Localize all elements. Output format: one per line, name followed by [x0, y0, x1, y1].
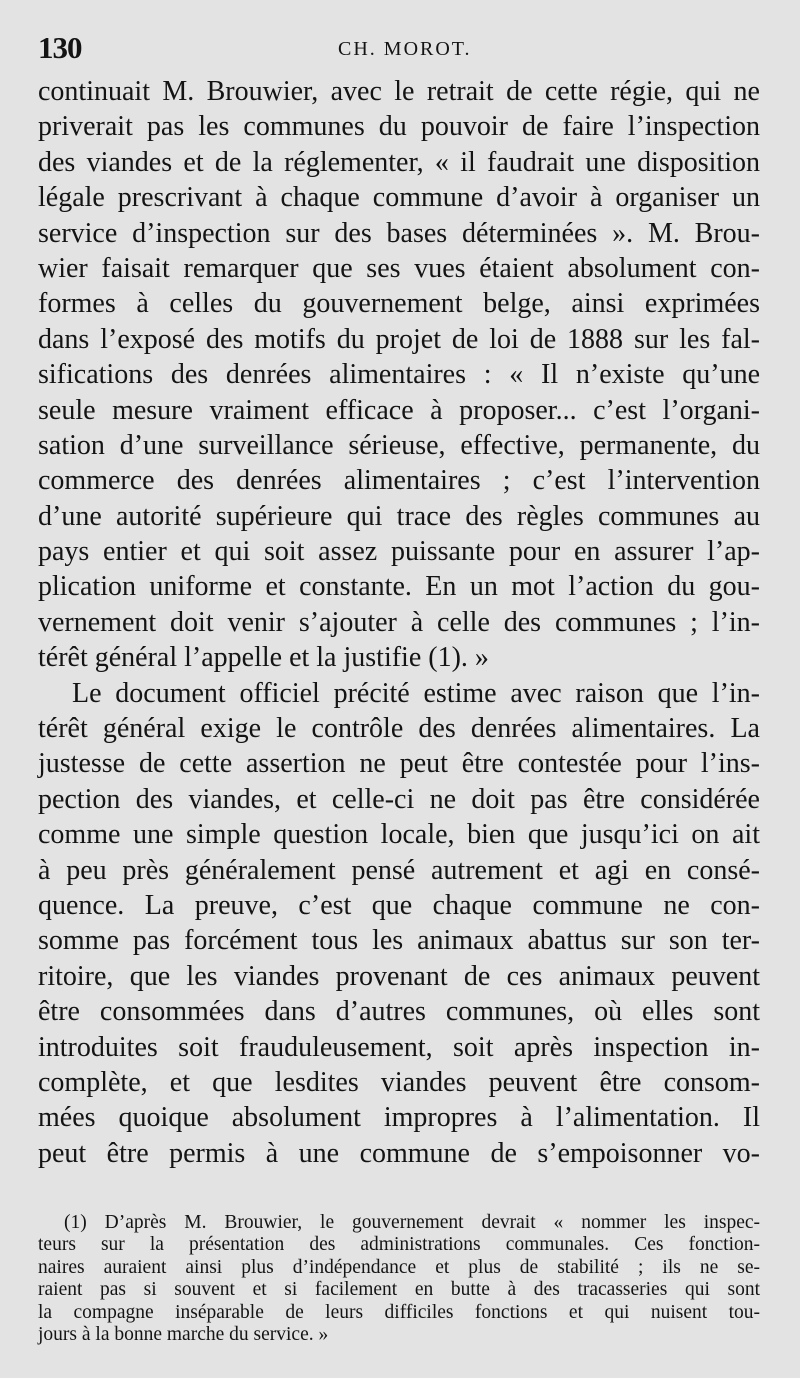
footnote-line: (1) D’après M. Brouwier, le gouvernement devrait « nommer les inspec- [64, 1212, 760, 1233]
footnote-line: naires auraient ainsi plus d’indépendance et plus de stabilité ; ils ne se- [38, 1256, 760, 1278]
text-line: complète, et que lesdites viandes peuvent être consom- [38, 1066, 760, 1098]
text-line: mées quoique absolument impropres à l’alimentation. Il [38, 1102, 760, 1134]
text-line: légale prescrivant à chaque commune d’avoir à organiser un [38, 182, 760, 214]
text-line: térêt général exige le contrôle des denrées alimentaires. La [38, 713, 760, 745]
footnote-line: teurs sur la présentation des administrations communales. Ces fonction- [38, 1234, 760, 1256]
body-text [38, 74, 760, 1171]
text-line: ritoire, que les viandes provenant de ces animaux peuvent [38, 960, 760, 992]
text-line: pection des viandes, et celle-ci ne doit pas être considérée [38, 783, 760, 815]
text-line: continuait M. Brouwier, avec le retrait de cette régie, qui ne [38, 76, 760, 107]
text-line: justesse de cette assertion ne peut être contestée pour l’ins- [38, 748, 760, 780]
text-line: pays entier et qui soit assez puissante pour en assurer l’ap- [38, 536, 760, 568]
text-line: sation d’une surveillance sérieuse, effective, permanente, du [38, 429, 760, 461]
page-header [38, 30, 758, 70]
footnote-line: raient pas si souvent et si facilement en butte à des tracasseries qui sont [38, 1279, 760, 1301]
text-line: des viandes et de la réglementer, « il faudrait une disposition [38, 146, 760, 178]
paragraph-end-line: térêt général l’appelle et la justifie (1). » [38, 642, 489, 674]
footnote [38, 1212, 760, 1346]
running-head: CH. MOROT. [338, 38, 472, 60]
text-line: à peu près généralement pensé autrement et agi en consé- [38, 854, 760, 886]
text-line: commerce des denrées alimentaires ; c’est l’intervention [38, 465, 760, 497]
text-line: d’une autorité supérieure qui trace des règles communes au [38, 500, 760, 532]
text-line: introduites soit frauduleusement, soit après inspection in- [38, 1031, 760, 1063]
text-line: vernement doit venir s’ajouter à celle des communes ; l’in- [38, 606, 760, 638]
page-number: 130 [38, 30, 82, 65]
text-line: formes à celles du gouvernement belge, ainsi exprimées [38, 288, 760, 320]
text-line: seule mesure vraiment efficace à proposer... c’est l’organi- [38, 394, 760, 426]
text-line: être consommées dans d’autres communes, où elles sont [38, 996, 760, 1028]
footnote-line: la compagne inséparable de leurs difficiles fonctions et qui nuisent tou- [38, 1301, 760, 1323]
footnote-line: jours à la bonne marche du service. » [38, 1323, 329, 1345]
text-line: peut être permis à une commune de s’empoisonner vo- [38, 1137, 760, 1169]
text-line: dans l’exposé des motifs du projet de loi de 1888 sur les fal- [38, 323, 760, 355]
text-line: quence. La preuve, c’est que chaque commune ne con- [38, 889, 760, 921]
text-line: sifications des denrées alimentaires : « Il n’existe qu’une [38, 359, 760, 391]
text-line: service d’inspection sur des bases déterminées ». M. Brou- [38, 217, 760, 249]
text-line: plication uniforme et constante. En un mot l’action du gou- [38, 571, 760, 603]
text-line: comme une simple question locale, bien que jusqu’ici on ait [38, 819, 760, 851]
text-line: somme pas forcément tous les animaux abattus sur son ter- [38, 925, 760, 957]
text-line: priverait pas les communes du pouvoir de faire l’inspection [38, 111, 760, 143]
text-line: wier faisait remarquer que ses vues étaient absolument con- [38, 252, 760, 284]
paragraph-start-line: Le document officiel précité estime avec raison que l’in- [72, 677, 760, 709]
